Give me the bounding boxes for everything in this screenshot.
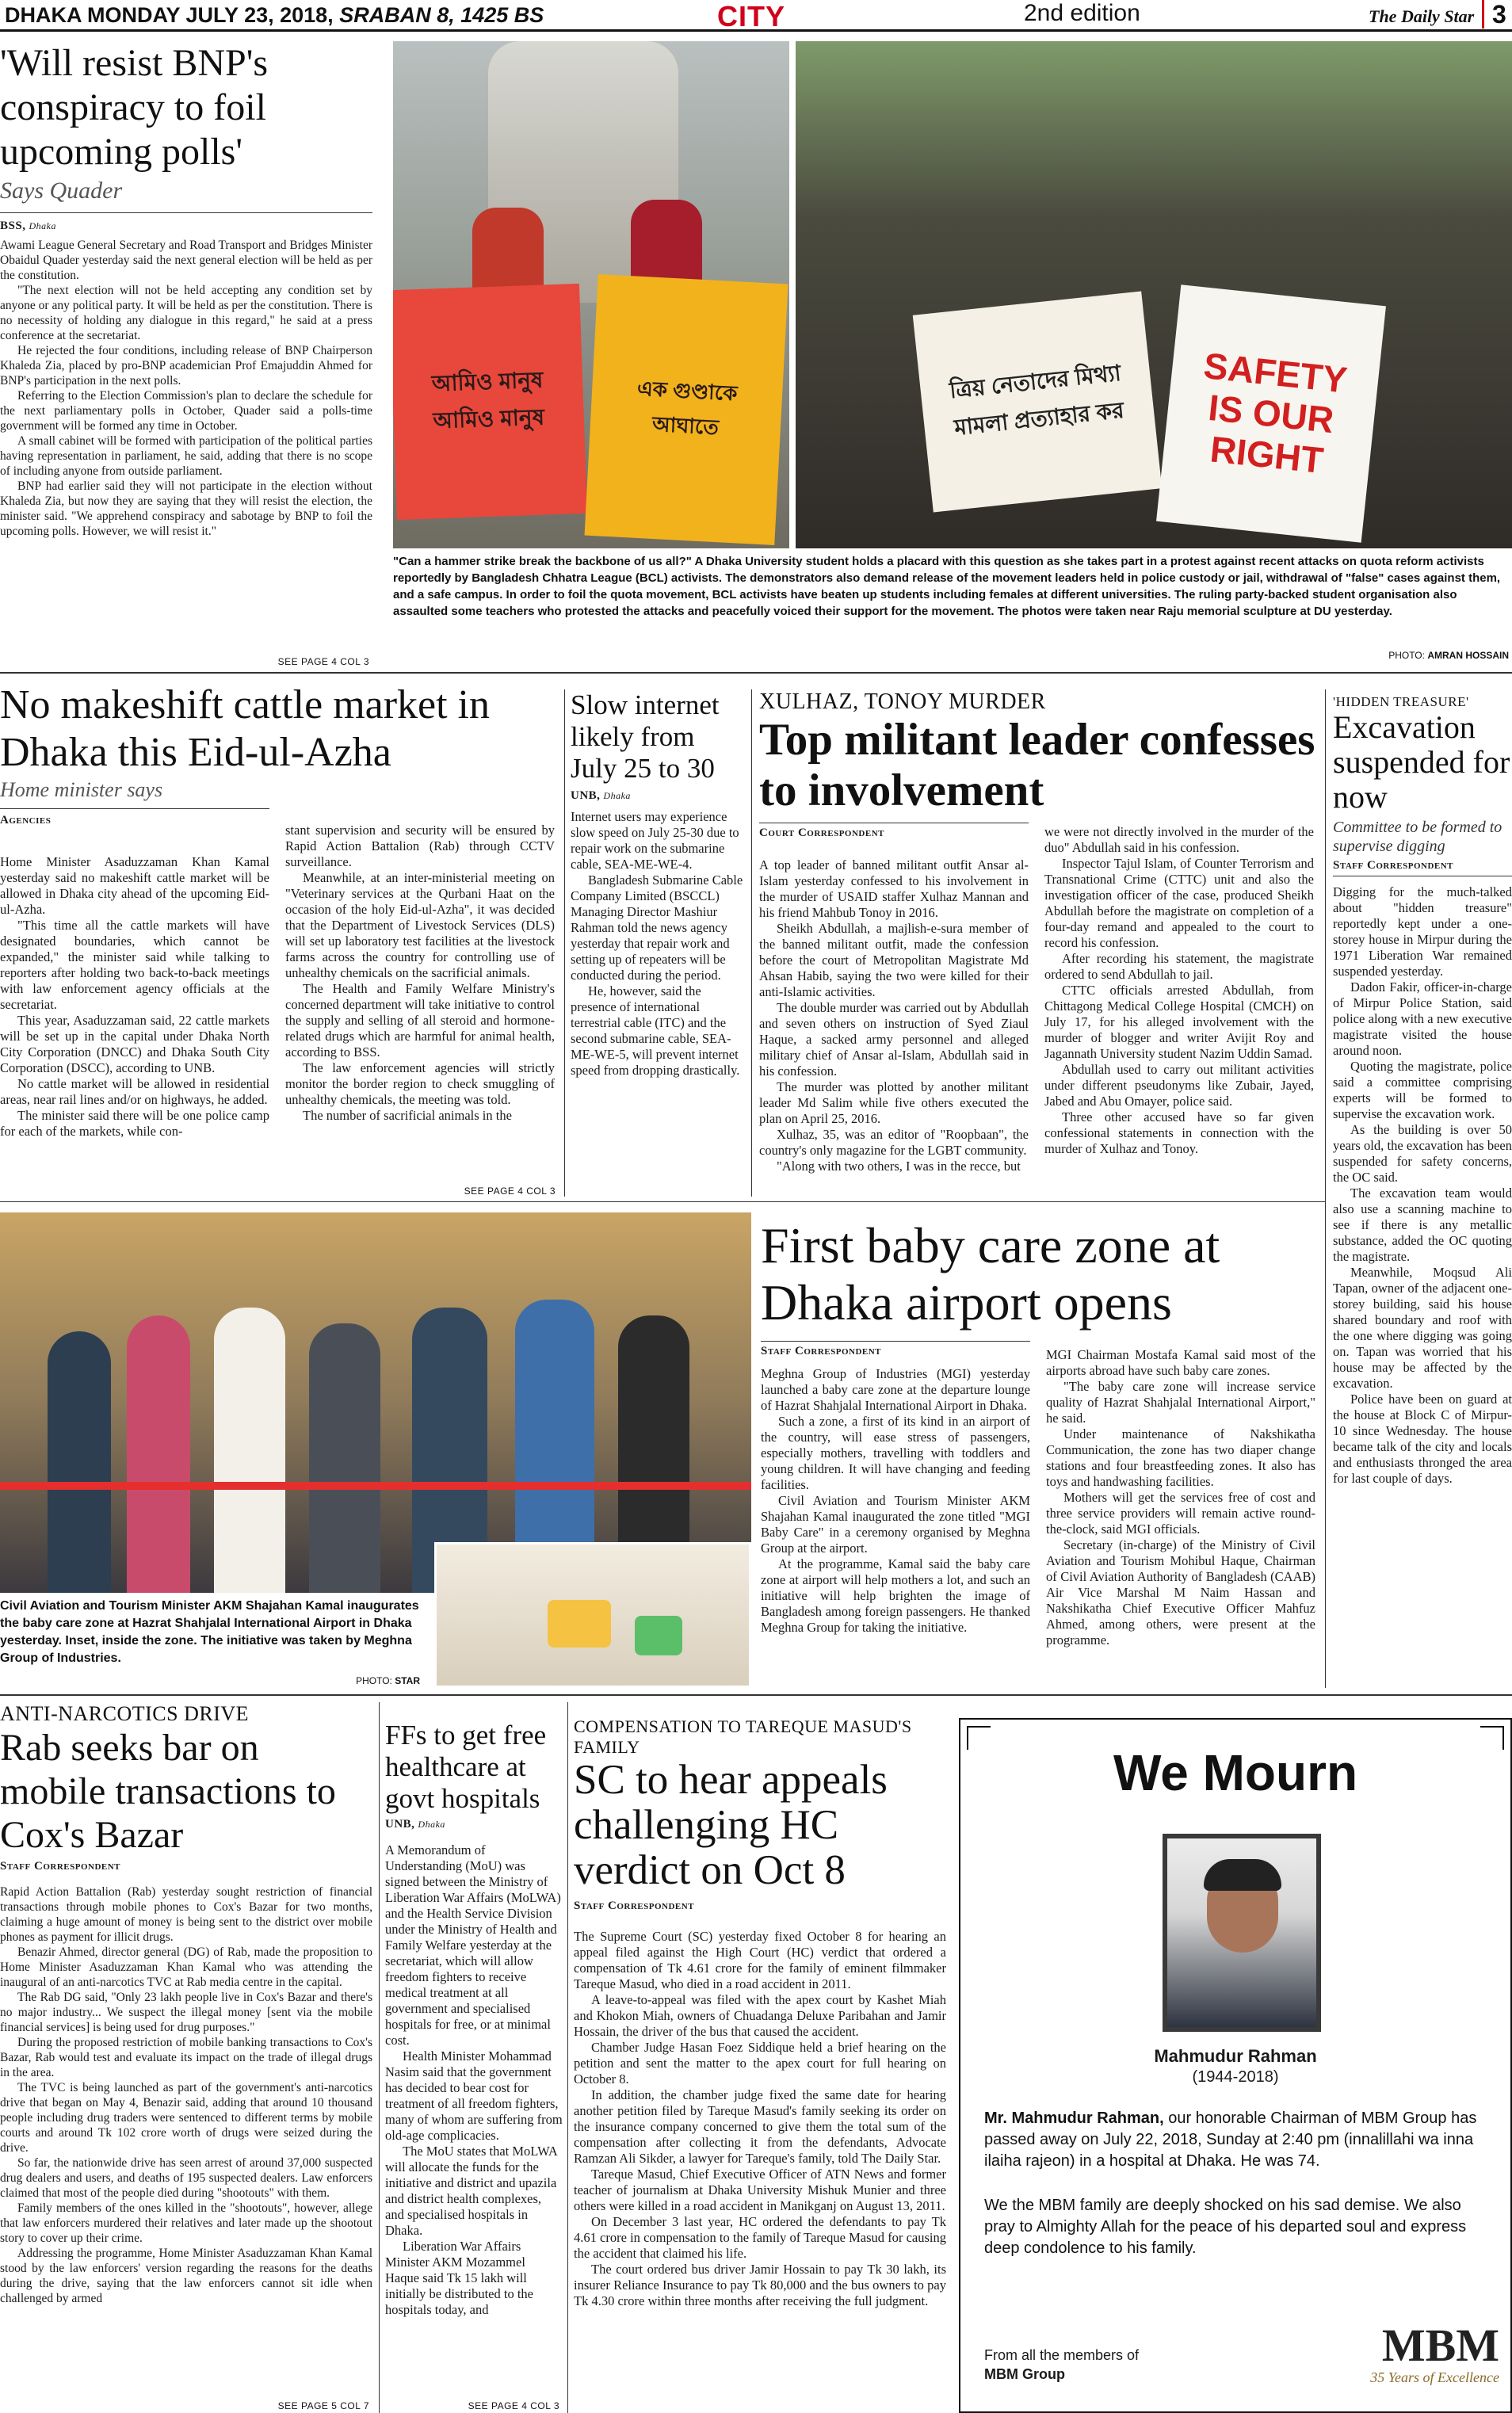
- rab-kicker: ANTI-NARCOTICS DRIVE: [0, 1702, 250, 1725]
- paragraph: Awami League General Secretary and Road Transport and Bridges Minister Obaidul Quader yesterday said the next general election will be held as per the constitution.: [0, 239, 372, 282]
- xulhaz-byline: Court Correspondent: [759, 827, 884, 839]
- obituary-text: We the MBM family are deeply shocked on his sad demise. We also pray to Almighty Allah for the peace of his departed soul and express deep condolence to his family.: [984, 2197, 1467, 2257]
- masthead: [0, 0, 1512, 32]
- quader-byline: BSS, Dhaka: [0, 220, 56, 232]
- paragraph: Meanwhile, at an inter-ministerial meeting on "Veterinary services at the Qurbani Haat on the occasion of the holy Eid-ul-Azha", it was decided that the Department of Livestock Services (DLS) will set up laboratory test facilities at the livestock farms across the country for controlling use of unhealthy chemicals on the sacrificial animals.: [285, 870, 555, 980]
- paragraph: Home Minister Asaduzzaman Khan Kamal yesterday said no makeshift cattle market will be allowed in Dhaka city ahead of the upcoming Eid-ul-Azha.: [0, 854, 269, 917]
- internet-byline: UNB, Dhaka: [571, 789, 631, 802]
- paragraph: Rapid Action Battalion (Rab) yesterday sought restriction of financial transactions through mobile phones to Cox's Bazar for two months, claiming a huge amount of money is being sent to the district over mobile phones as payment for illicit drugs.: [0, 1885, 372, 1944]
- paragraph: The Supreme Court (SC) yesterday fixed October 8 for hearing an appeal filed against the High Court (HC) verdict that ordered a compensation of Tk 4.61 crore for the family of eminent filmmaker Tareque Masud, who died in a road accident in 2011.: [574, 1929, 946, 1991]
- paragraph: we were not directly involved in the murder of the duo" Abdullah said in his confession.: [1044, 824, 1314, 855]
- issue-date: DHAKA MONDAY JULY 23, 2018, SRABAN 8, 1425 BS: [5, 3, 544, 27]
- paragraph: During the proposed restriction of mobile banking transactions to Cox's Bazar, Rab would test and evaluate its impact on the trade of illegal drugs in the area.: [0, 2036, 372, 2079]
- paragraph: Sheikh Abdullah, a majlish-e-sura member of the banned militant outfit, made the confession before the court of Metropolitan Magistrate Md Ahsan Habib, saying the two were killed for their anti-Islamic activities.: [759, 921, 1029, 999]
- column-rule: [751, 689, 752, 1197]
- protest-photo-right: [796, 41, 1512, 548]
- paragraph: After recording his statement, the magistrate ordered to send Abdullah to jail.: [1044, 951, 1314, 982]
- paragraph: On December 3 last year, HC ordered the defendants to pay Tk 4.61 crore in compensation to the family of Tareque Masud for causing the accident that claimed his life.: [574, 2214, 946, 2261]
- paragraph: A leave-to-appeal was filed with the apex court by Kashet Miah and Khokon Miah, owners of Chuadanga Deluxe Paribahan and Jamir Hossain, the driver of the bus that caused the accident.: [574, 1992, 946, 2039]
- paragraph: Health Minister Mohammad Nasim said that the government has decided to bear cost for treatment of all freedom fighters, many of whom are suffering from old-age complicacies.: [385, 2048, 563, 2143]
- rab-body: [0, 1884, 372, 2306]
- rab-story: [0, 1702, 372, 2413]
- quader-body: [0, 238, 372, 539]
- divider: [0, 672, 1512, 674]
- photo-credit: PHOTO: AMRAN HOSSAIN: [1388, 650, 1509, 661]
- continued-label: SEE PAGE 4 COL 3: [277, 656, 369, 667]
- chair-shape: [548, 1600, 611, 1647]
- cattle-subheadline: Home minister says: [0, 778, 163, 801]
- paragraph: Mothers will get the services free of cost and three service providers will remain active round-the-clock, said MGI officials.: [1046, 1490, 1315, 1537]
- paragraph: "This time all the cattle markets will have designated boundaries, which cannot be expanded," the minister said while talking to reporters after holding two back-to-back meetings with law enforcement agency officials at the secretariat.: [0, 918, 269, 1012]
- paragraph: "Along with two others, I was in the recce, but: [777, 1159, 1021, 1174]
- paragraph: Secretary (in-charge) of the Ministry of Civil Aviation and Tourism Mohibul Haque, Chairman of Civil Aviation Authority of Bangladesh (CAAB) Air Vice Marshal M Naim Hassan and Nakshikatha Chief Executive Officer Mahfuz Ahmed, among others, were present at the programme.: [1046, 1537, 1315, 1647]
- column-rule: [567, 1702, 568, 2413]
- babycare-col2: [1046, 1347, 1315, 1648]
- ffs-byline: UNB, Dhaka: [385, 1818, 445, 1831]
- paragraph: "The next election will not be held accepting any condition set by anyone or any political party. It will be held as per the constitution. There is no necessity of holding any dialogue in this regard," he said at a press conference at the secretariat.: [0, 284, 372, 342]
- paragraph: A top leader of banned militant outfit Ansar al-Islam yesterday confessed to his involvement in the murder of USAID staffer Xulhaz Mannan and his friend Mahbub Tonoy in 2016.: [759, 857, 1029, 920]
- protest-photo-left: [393, 41, 789, 548]
- person-figure: [48, 1331, 111, 1593]
- obituary-ad: [959, 1718, 1512, 2413]
- paragraph: stant supervision and security will be ensured by Rapid Action Battalion (Rab) through CCTV surveillance.: [285, 823, 555, 869]
- excavation-headline: Excavation suspended for now: [1333, 709, 1510, 815]
- paragraph: Under maintenance of Nakshikatha Communication, the zone has two diaper change stations and four breastfeeding zones. It also has toys and handwashing facilities.: [1046, 1426, 1315, 1489]
- paragraph: Dadon Fakir, officer-in-charge of Mirpur Police Station, said police along with a new executive magistrate visited the house around noon.: [1333, 979, 1512, 1058]
- placard: আমিও মানুষ আমিও মানুষ: [393, 284, 587, 520]
- person-figure: [309, 1323, 380, 1593]
- paragraph: The double murder was carried out by Abdullah and seven others on instruction of Syed Ziaul Haque, a sacked army personnel and alleged military chief of Ansar al-Islam, Abdullah said in his confession.: [759, 1000, 1029, 1079]
- cattle-headline: No makeshift cattle market in Dhaka this Eid-ul-Azha: [0, 682, 491, 775]
- obituary-title: We Mourn: [1113, 1744, 1358, 1801]
- babycare-photo: [0, 1212, 751, 1593]
- excavation-story: [1333, 694, 1512, 1693]
- quader-story: [0, 41, 372, 667]
- divider: [0, 808, 269, 809]
- paragraph: The Health and Family Welfare Ministry's concerned department will take initiative to control the supply and selling of all steroid and hormone-related drugs which are harmful for animal health, according to BSS.: [285, 981, 555, 1060]
- babycare-story: [761, 1217, 1319, 1693]
- divider: [0, 1694, 1512, 1696]
- babycare-headline: First baby care zone at Dhaka airport opens: [761, 1217, 1220, 1331]
- internet-body: [571, 809, 745, 1079]
- deceased-name: Mahmudur Rahman: [1154, 2046, 1317, 2066]
- paragraph: Chamber Judge Hasan Foez Siddique held a brief hearing on the petition and sent the matter to the apex court for full hearing on October 8.: [574, 2040, 946, 2087]
- paragraph: As the building is over 50 years old, the excavation has been suspended for safety concerns, the OC said.: [1333, 1122, 1512, 1185]
- paragraph: BNP had earlier said they will not participate in the election without Khaleda Zia, but now they are saying that they will resist the election, the minister said. "We apprehend conspiracy and sabotage by BNP to foil the upcoming polls. However, we will resist it.": [0, 479, 372, 538]
- quader-headline: 'Will resist BNP's conspiracy to foil upcoming polls': [0, 42, 269, 173]
- column-rule: [379, 1702, 380, 2413]
- cattle-byline: Agencies: [0, 814, 52, 827]
- paragraph: The number of sacrificial animals in the: [303, 1108, 512, 1123]
- babycare-caption-box: [0, 1593, 428, 1688]
- sc-byline: Staff Correspondent: [574, 1899, 695, 1912]
- person-figure: [214, 1308, 285, 1593]
- ffs-headline: FFs to get free healthcare at govt hospitals: [385, 1720, 547, 1814]
- continued-label: SEE PAGE 4 COL 3: [464, 1186, 556, 1197]
- babycare-inset-photo: [434, 1542, 751, 1688]
- excavation-body: [1333, 884, 1512, 1487]
- xulhaz-col2: [1044, 824, 1314, 1157]
- paragraph: At the programme, Kamal said the baby care zone at airport will help mothers a lot, and such an initiative will help brighten the image of Bangladesh among foreign passengers. He thanked Meghna Group for taking the initiative.: [761, 1556, 1030, 1635]
- ribbon: [0, 1482, 751, 1490]
- quader-subheadline: Says Quader: [0, 178, 123, 204]
- paragraph: Liberation War Affairs Minister AKM Mozammel Haque said Tk 15 lakh will initially be distributed to the hospitals today, and: [385, 2239, 533, 2317]
- edition-label: 2nd edition: [1024, 0, 1140, 26]
- paragraph: He rejected the four conditions, including release of BNP Chairperson Khaleda Zia, placed by pro-BNP academician Prof Emajuddin Ahmed for BNP's participation in the next polls.: [0, 344, 372, 388]
- babycare-col1: [761, 1366, 1030, 1636]
- paragraph: Inspector Tajul Islam, of Counter Terrorism and Transnational Crime (CTTC) unit and also the investigation officer of the case, produced Sheikh Abdullah before the magistrate on completion of a four-day remand and appealed to the court to record his confession.: [1044, 856, 1314, 950]
- column-rule: [1325, 689, 1326, 1688]
- divider: [0, 212, 372, 213]
- deceased-years: (1944-2018): [1192, 2068, 1279, 2086]
- paragraph: Referring to the Election Commission's plan to declare the schedule for the next parliamentary polls in October, Quader said a polls-time government will be formed any time in October.: [0, 389, 372, 433]
- paragraph: Meanwhile, Moqsud Ali Tapan, owner of the adjacent one-storey building, said his house shared boundary and roof with the one where digging was going on. Tapan was worried that his house may be affected by the excavation.: [1333, 1265, 1512, 1391]
- paragraph: A Memorandum of Understanding (MoU) was signed between the Ministry of Liberation War Affairs (MoLWA) and the Health Service Division under the Ministry of Health and Family Welfare yesterday at the secretariat, which will allow freedom fighters to receive medical treatment at all government and specialised hospitals for free, or at minimal cost.: [385, 1842, 561, 2048]
- paragraph: The Rab DG said, "Only 23 lakh people live in Cox's Bazar and there's no major industry... We suspect the illegal money [sent via the mobile financial services] is being used for drug purposes.": [0, 1991, 372, 2034]
- paragraph: Tareque Masud, Chief Executive Officer of ATN News and former teacher of journalism at Dhaka University Mishuk Munier and three others were killed in a road accident in Manikganj on August 13, 2011.: [574, 2167, 946, 2213]
- xulhaz-col1: [759, 857, 1029, 1174]
- photo-credit: PHOTO: STAR: [356, 1675, 420, 1686]
- babycare-caption: Civil Aviation and Tourism Minister AKM Shajahan Kamal inaugurates the baby care zone at Hazrat Shahjalal International Airport in Dhaka yesterday. Inset, inside the zone. The initiative was taken by Meghna Group of Industries.: [0, 1599, 419, 1665]
- column-rule: [564, 689, 565, 1197]
- paragraph: Benazir Ahmed, director general (DG) of Rab, made the proposition to Home Minister Asaduzzaman Khan Kamal who was attending the inaugural of an anti-narcotics TVC at Rab media centre in the capital.: [0, 1945, 372, 1989]
- paragraph: Meghna Group of Industries (MGI) yesterday launched a baby care zone at the departure lounge of Hazrat Shahjalal International Airport in Dhaka.: [761, 1366, 1030, 1413]
- paragraph: Quoting the magistrate, police said a committee comprising experts will be formed to supervise the excavation work.: [1333, 1059, 1512, 1121]
- divider: [0, 1201, 1325, 1202]
- babycare-byline: Staff Correspondent: [761, 1345, 882, 1357]
- paragraph: The MoU states that MoLWA will allocate the funds for the initiative and district and upazila and district health complexes, and specialised hospitals in Dhaka.: [385, 2144, 557, 2238]
- continued-label: SEE PAGE 4 COL 3: [468, 2400, 559, 2411]
- paragraph: The court ordered bus driver Jamir Hossain to pay Tk 30 lakh, its insurer Reliance Insurance to pay Tk 80,000 and the bus owners to pay Tk 4.30 crore within three months after receiving the full judgment.: [574, 2262, 946, 2308]
- sc-headline: SC to hear appeals challenging HC verdict on Oct 8: [574, 1757, 888, 1893]
- ffs-body: [385, 1842, 563, 2318]
- paragraph: Bangladesh Submarine Cable Company Limited (BSCCL) Managing Director Mashiur Rahman told the news agency yesterday that repair work and setting up of repeaters will be conducted during the period.: [571, 872, 743, 983]
- paragraph: He, however, said the presence of international terrestrial cable (ITC) and the second submarine cable, SEA-ME-WE-5, will prevent internet speed from dropping drastically.: [571, 983, 740, 1078]
- excavation-byline: Staff Correspondent: [1333, 859, 1454, 872]
- page-number: 3: [1482, 0, 1506, 29]
- xulhaz-story: [759, 689, 1318, 1197]
- paragraph: The murder was plotted by another militant leader Md Salim while five others executed the plan on April 25, 2016.: [759, 1079, 1029, 1126]
- paragraph: Xulhaz, 35, was an editor of "Roopbaan", the country's only magazine for the LGBT community.: [759, 1127, 1029, 1158]
- internet-headline: Slow internet likely from July 25 to 30: [571, 689, 720, 784]
- paragraph: "The baby care zone will increase service quality of Hazrat Shahjalal International Airport," he said.: [1046, 1379, 1315, 1426]
- cattle-col1: [0, 854, 269, 1140]
- internet-story: [571, 689, 745, 1197]
- mbm-logo: MBM 35 Years of Excellence: [1370, 2319, 1499, 2385]
- excavation-kicker: 'HIDDEN TREASURE': [1333, 694, 1469, 709]
- placard: SAFETY IS OUR RIGHT: [1156, 284, 1386, 543]
- paragraph: A small cabinet will be formed with participation of the political parties having representation in parliament, he said, adding that there is no scope of including anyone from outside parliament.: [0, 434, 372, 478]
- cattle-col2: [285, 823, 555, 1124]
- section-name: CITY: [717, 0, 786, 32]
- placard: এক গুণ্ডাকে আঘাতে: [585, 274, 788, 545]
- paragraph: No cattle market will be allowed in residential areas, near rail lines and/or on highways, he added.: [0, 1076, 269, 1107]
- rab-byline: Staff Correspondent: [0, 1860, 121, 1873]
- paragraph: Family members of the ones killed in the "shootouts", however, allege that law enforcers murdered their relatives and later made up the shootout story to cover up their crime.: [0, 2201, 372, 2245]
- paragraph: Digging for the much-talked about "hidden treasure" reportedly kept under a one-storey house in Mirpur during the 1971 Liberation War remained suspended yesterday.: [1333, 884, 1512, 979]
- paragraph: The minister said there will be one police camp for each of the markets, while con-: [0, 1108, 269, 1139]
- paragraph: Police have been on guard at the house at Block C of Mirpur-10 since Wednesday. The house became talk of the city and locals and enthusiasts thronged the area for last couple of days.: [1333, 1392, 1512, 1486]
- paragraph: Addressing the programme, Home Minister Asaduzzaman Khan Kamal stood by the law enforcers' version regarding the reasons for the deaths during the drive, saying that the law enforcers cannot sit idle when challenged by armed: [0, 2247, 372, 2305]
- person-figure: [127, 1315, 190, 1593]
- obituary-from: From all the members of MBM Group: [984, 2347, 1140, 2382]
- xulhaz-headline: Top militant leader confesses to involvement: [759, 715, 1315, 815]
- portrait-photo: [1163, 1834, 1321, 2032]
- paragraph: CTTC officials arrested Abdullah, from Chittagong Medical College Hospital (CMCH) on July 17, for his alleged involvement with the murder of blogger and writer Avijit Roy and Jagannath University student Nazim Uddin Samad.: [1044, 983, 1314, 1061]
- placard: ত্রিয় নেতাদের মিথ্যা মামলা প্রত্যাহার কর: [913, 292, 1163, 513]
- paragraph: Such a zone, a first of its kind in an airport of the country, will ease stress of passengers, especially mothers, travelling with toddlers and young children. It will have changing and feeding facilities.: [761, 1414, 1030, 1492]
- paragraph: In addition, the chamber judge fixed the same date for hearing another petition filed by Tareque Masud's family seeking its order on the insurance company concerned to give them the total sum of the compensation after collecting it from the defendants, Advocate Ramzan Ali Sikder, a lawyer for Tareque's family, told The Daily Star.: [574, 2087, 946, 2166]
- sc-story: [574, 1716, 946, 2413]
- cattle-story: [0, 682, 559, 1197]
- portrait-hair: [1204, 1859, 1281, 1891]
- rab-headline: Rab seeks bar on mobile transactions to Cox's Bazar: [0, 1727, 336, 1856]
- sc-body: [574, 1929, 946, 2309]
- xulhaz-kicker: XULHAZ, TONOY MURDER: [759, 689, 1046, 714]
- paragraph: The excavation team would also use a scanning machine to see if there is any metallic substance, added the OC quoting the magistrate.: [1333, 1186, 1512, 1264]
- divider: [761, 1341, 1030, 1342]
- protest-caption: "Can a hammer strike break the backbone of us all?" A Dhaka University student holds a placard with this question as she takes part in a protest against recent attacks on quota reform activists reportedly by Bangladesh Chhatra League (BCL) activists. The demonstrators also demand release of the movement leaders held in police custody or jail, withdrawal of "false" cases against them, and a safe campus. In order to foil the quota movement, BCL activists have beaten up students including females at different universities. The ruling party-backed student organisation also assaulted some teachers who protested the attacks and peacefully voiced their support for the movement. The photos were taken near Raju memorial sculpture at DU yesterday.: [393, 555, 1501, 618]
- ffs-story: [385, 1720, 563, 2413]
- paragraph: MGI Chairman Mostafa Kamal said most of the airports abroad have such baby care zones.: [1046, 1347, 1315, 1378]
- paragraph: The TVC is being launched as part of the government's anti-narcotics drive that began on May 4, Benazir said, adding that around 10 thousand people including drug traders were sentenced to different terms by mobile courts and around Tk 102 crore worth of drugs were seized during the drive.: [0, 2081, 372, 2155]
- paragraph: Internet users may experience slow speed on July 25-30 due to repair work on the submarine cable, SEA-ME-WE-4.: [571, 809, 739, 872]
- paragraph: So far, the nationwide drive has seen arrest of around 37,000 suspected drug dealers and users, and deaths of 195 suspected dealers. Law enforcers claimed that most of the people died during "shootouts" with them.: [0, 2156, 372, 2200]
- excavation-subheadline: Committee to be formed to supervise digging: [1333, 819, 1502, 855]
- continued-label: SEE PAGE 5 COL 7: [277, 2400, 369, 2411]
- paragraph: This year, Asaduzzaman said, 22 cattle markets will be set up in the capital under Dhaka North City Corporation (DNCC) and Dhaka South City Corporation (DSCC), according to UNB.: [0, 1013, 269, 1075]
- paragraph: Abdullah used to carry out militant activities under different pseudonyms like Zubair, Jayed, Jabed and Abu Omayer, police said.: [1044, 1062, 1314, 1109]
- paragraph: Three other accused have so far given confessional statements in connection with the murder of Xulhaz and Tonoy.: [1044, 1109, 1314, 1156]
- chair-shape: [635, 1616, 682, 1655]
- newspaper-logo: The Daily Star: [1369, 6, 1475, 26]
- paragraph: The law enforcement agencies will strictly monitor the border region to check smuggling of unhealthy chemicals, the meeting was told.: [285, 1060, 555, 1107]
- paragraph: Civil Aviation and Tourism Minister AKM Shajahan Kamal inaugurated the zone titled "MGI Baby Care" in a ceremony organised by Meghna Group at the airport.: [761, 1493, 1030, 1556]
- sc-kicker: COMPENSATION TO TAREQUE MASUD'S FAMILY: [574, 1716, 912, 1757]
- obituary-text: Mr. Mahmudur Rahman, our honorable Chairman of MBM Group has passed away on July 22, 2018, Sunday at 2:40 pm (innalillahi wa inna ilaiha rajeon) in a hospital at Dhaka. He was 74.: [984, 2109, 1477, 2170]
